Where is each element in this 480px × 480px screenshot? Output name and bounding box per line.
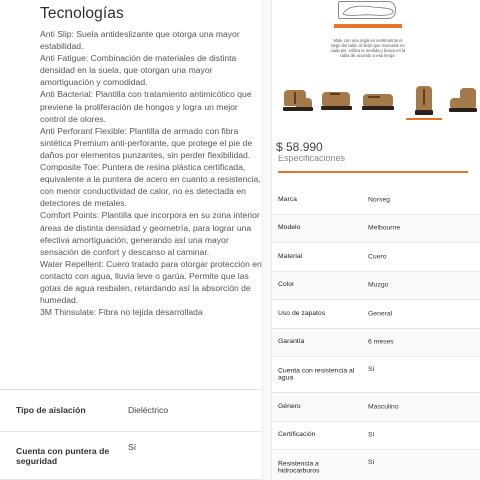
spec-row (0, 390, 264, 432)
size-guide-note: Mide con una regla en centímetros el largo del talón al dedo que marcaste en cada pie. Utiliza la medida y búsca en la tabla de acuerdo a esa lengo. (330, 38, 406, 59)
spec-row (0, 432, 264, 480)
specs-tab-underline (278, 171, 468, 173)
spec-row (272, 450, 480, 480)
spec-label: Material (278, 252, 303, 260)
boot-thumbnail-icon[interactable] (360, 84, 396, 120)
spec-row (272, 272, 480, 301)
spec-label: Resistencia a hidrocarburos (278, 459, 320, 475)
spec-label: Color (278, 281, 295, 289)
spec-value: Melbourne (368, 224, 401, 232)
technology-item: Anti Slip: Suela antideslizante que otorga una mayor estabilidad. (40, 29, 240, 52)
spec-value: Dieléctrico (128, 405, 169, 415)
spec-value: Masculino (368, 403, 399, 411)
spec-value: Sí (368, 431, 375, 439)
technology-item: Anti Bacterial: Plantilla con tratamiento antimicótico que previene la proliferación de hongos y logra un mejor control de olores. (40, 89, 252, 124)
spec-label: Marca (278, 195, 297, 203)
technologies-section (0, 0, 262, 388)
spec-label: Certificación (278, 431, 316, 439)
spec-label: Modelo (278, 224, 301, 232)
spec-label: Uso de zapatos (278, 309, 326, 317)
spec-value: Sí (368, 366, 375, 373)
size-guide (330, 0, 406, 60)
spec-value: Norseg (368, 196, 390, 204)
specs-heading-text: Especificaciones (278, 155, 346, 163)
spec-row (272, 329, 480, 358)
technology-item: Comfort Points: Plantilla que incorpora en su zona interior áreas de distinta densidad y geometría, para lograr una efectiva amortiguación, generando así una mayor sensación de confort y descanso al caminar. (40, 210, 260, 257)
left-spec-table (0, 390, 264, 480)
spec-label: Tipo de aislación (16, 405, 86, 415)
specs-heading (278, 155, 345, 163)
technology-item: 3M Thinsulate: Fibra no tejida desarrollada (40, 307, 203, 318)
spec-row (272, 393, 480, 422)
spec-value: 6 meses (368, 338, 394, 346)
spec-label: Garantía (278, 338, 305, 346)
product-thumbnails (272, 84, 480, 126)
spec-row (272, 357, 480, 393)
spec-label: Género (278, 402, 301, 410)
spec-row (272, 422, 480, 451)
technology-item: Anti Perforant Flexible: Plantilla de armado con fibra sintética Premium anti-perforante, que protege el pie de daños por elementos punzantes, sin perder flexibilidad. (40, 125, 253, 160)
spec-label: Cuenta con resistencia al agua (278, 366, 355, 382)
product-price: $ 58.990 (276, 140, 323, 154)
spec-value: Sí (128, 442, 137, 452)
spec-row (272, 186, 480, 215)
spec-row (272, 243, 480, 272)
boot-thumbnail-icon[interactable] (406, 84, 442, 120)
technology-item: Anti Fatigue: Combinación de materiales de distinta densidad en la suela, que otorgan una mayor amortiguación y comodidad. (40, 53, 237, 88)
technologies-title: Tecnologías (40, 5, 124, 22)
spec-row (272, 300, 480, 329)
technology-item: Composite Toe: Puntera de resina plástica certificada, equivalente a la puntera de acero en cuanto a resistencia, con menor conductividad de calor, no es detectada en detectores de metales. (40, 162, 261, 209)
spec-value: Muzgo (368, 281, 389, 289)
spec-value: Sí (368, 459, 375, 466)
spec-value: General (368, 310, 393, 318)
boot-thumbnail-icon[interactable] (278, 84, 314, 120)
spec-label: Cuenta con puntera de seguridad (16, 445, 110, 466)
right-spec-table (272, 186, 480, 480)
technology-item: Water Repellent: Cuero tratado para otorgar protección en contacto con agua, lluvia leve o garúa. Permite que las gotas de agua resbalen, retardando así la absorción de humedad. (40, 258, 262, 306)
boot-thumbnail-icon[interactable] (446, 84, 480, 120)
spec-row (272, 215, 480, 244)
measure-ruler (334, 24, 402, 28)
panel-separator (262, 0, 272, 480)
foot-outline-icon (338, 1, 396, 19)
boot-thumbnail-icon[interactable] (318, 84, 354, 120)
spec-value: Cuero (368, 253, 387, 261)
